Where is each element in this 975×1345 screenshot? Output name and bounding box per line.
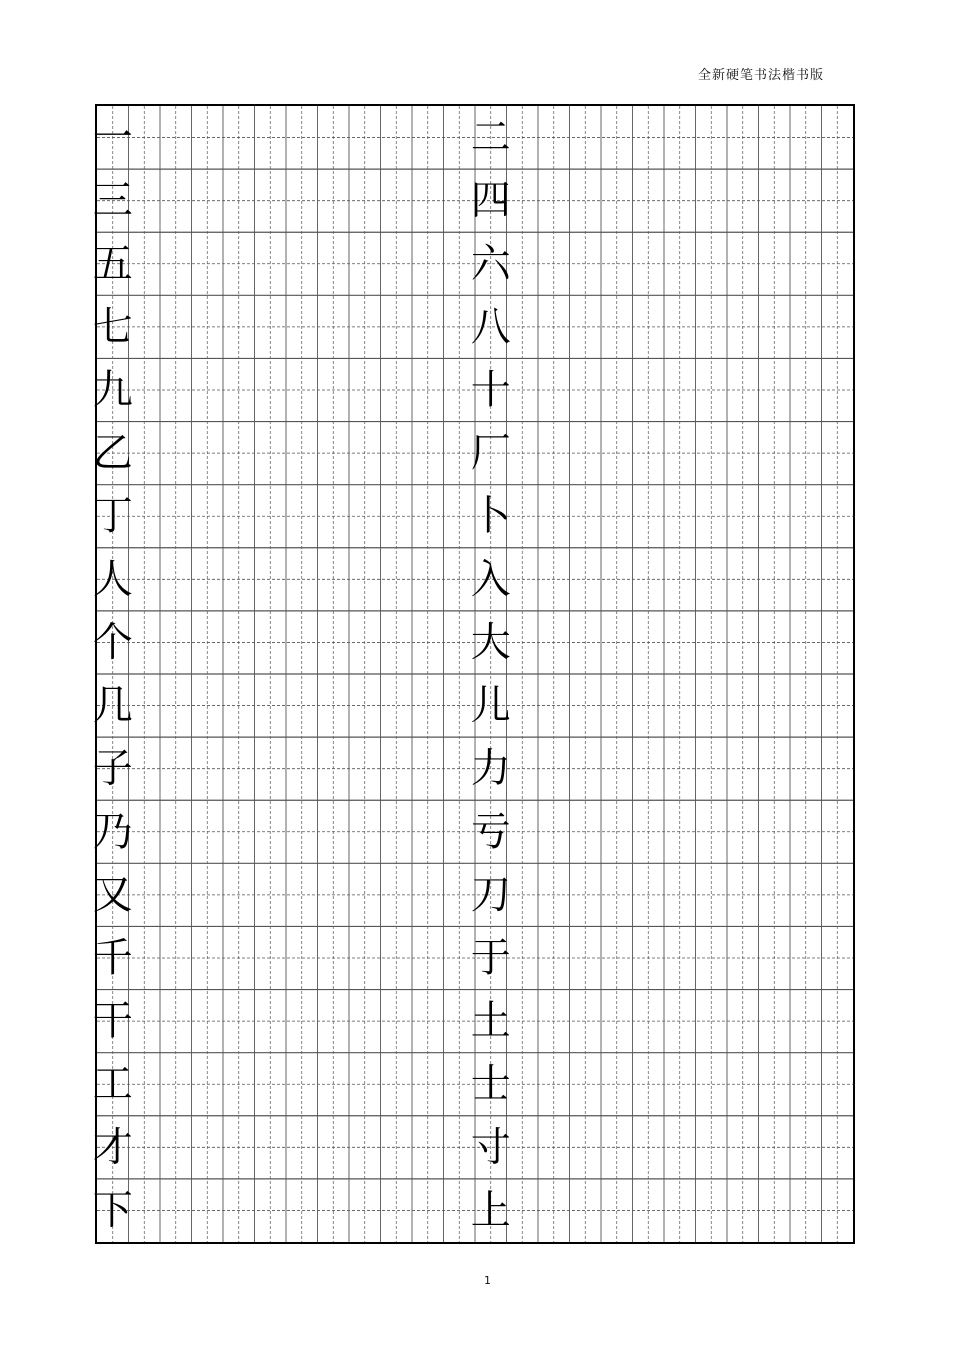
practice-character: 儿 — [470, 682, 511, 729]
practice-character: 工 — [92, 1061, 133, 1108]
practice-character: 二 — [470, 114, 511, 161]
practice-character: 人 — [92, 556, 133, 603]
practice-character: 九 — [92, 367, 133, 413]
practice-character: 又 — [92, 871, 133, 918]
practice-character: 四 — [470, 177, 511, 224]
practice-character: 几 — [92, 682, 133, 729]
practice-character: 干 — [92, 998, 133, 1045]
grid-canvas — [92, 106, 853, 1242]
practice-character: 入 — [470, 556, 511, 603]
practice-character: 卜 — [470, 493, 511, 540]
header-title: 全新硬笔书法楷书版 — [697, 68, 824, 83]
practice-character: 才 — [92, 1124, 133, 1171]
practice-character: 大 — [470, 619, 511, 666]
practice-character: 七 — [92, 303, 133, 350]
practice-character: 丁 — [92, 493, 133, 540]
practice-character: 八 — [470, 303, 511, 350]
practice-character: 士 — [470, 1061, 511, 1108]
practice-character: 寸 — [470, 1124, 511, 1171]
page-number: 1 — [484, 1274, 491, 1287]
practice-character: 下 — [92, 1187, 133, 1234]
practice-character: 六 — [470, 240, 511, 287]
practice-character: 力 — [470, 745, 511, 792]
practice-character: 上 — [470, 1187, 511, 1234]
practice-character: 土 — [470, 998, 511, 1045]
practice-character: 乃 — [92, 808, 133, 855]
practice-character: 厂 — [470, 430, 511, 477]
practice-character: 乙 — [92, 430, 133, 477]
practice-character: 个 — [92, 619, 133, 666]
practice-character: 一 — [92, 114, 133, 161]
practice-character: 子 — [92, 745, 133, 792]
practice-character: 十 — [470, 367, 511, 413]
practice-character: 千 — [92, 935, 133, 981]
practice-character: 刀 — [470, 871, 511, 918]
calligraphy-practice-grid — [92, 104, 855, 1244]
practice-character: 亏 — [470, 808, 511, 855]
practice-character: 于 — [470, 935, 511, 981]
practice-character: 五 — [92, 240, 133, 287]
practice-character: 三 — [92, 177, 133, 224]
